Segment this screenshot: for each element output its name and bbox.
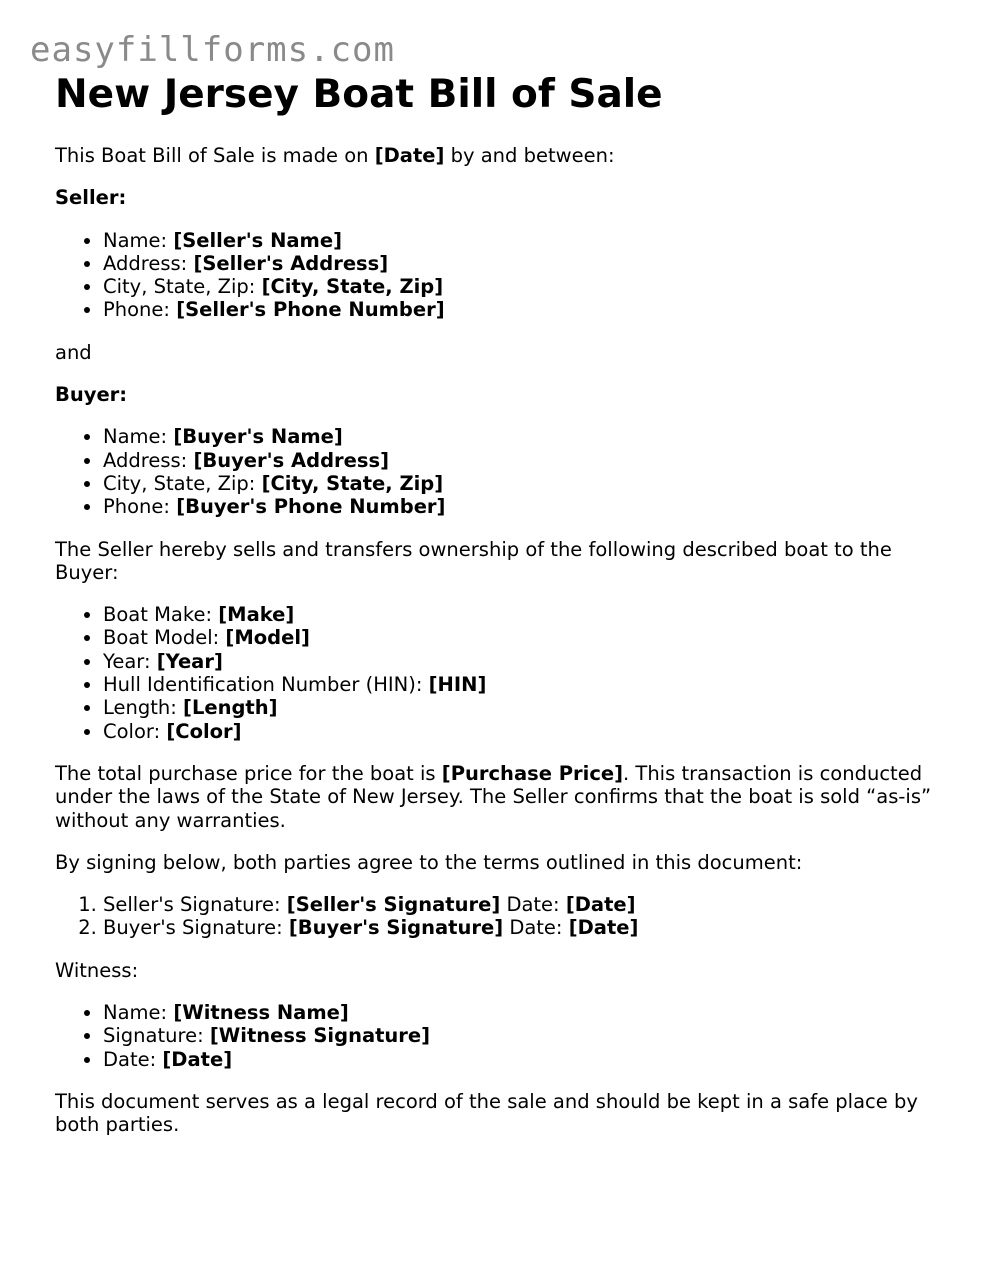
date-label: Date: <box>503 916 569 940</box>
item-label: Date: <box>103 1047 163 1071</box>
item-label: Hull Identification Number (HIN): <box>103 673 429 697</box>
document-title: New Jersey Boat Bill of Sale <box>55 72 663 117</box>
buyer-list <box>55 425 945 518</box>
seller-name-item <box>103 229 945 252</box>
boat-model-item <box>103 626 945 649</box>
date-label: Date: <box>500 893 566 917</box>
price-text: The total purchase price for the boat is <box>55 761 442 785</box>
date-field: [Date] <box>565 893 636 917</box>
buyer-heading-text: Buyer: <box>55 383 128 407</box>
intro-text: This Boat Bill of Sale is made on <box>55 144 375 167</box>
intro-paragraph <box>55 144 945 167</box>
item-label: Color: <box>103 719 167 743</box>
signature-field: [Buyer's Signature] <box>288 916 504 940</box>
item-label: Name: <box>103 425 174 449</box>
seller-list <box>55 229 945 322</box>
seller-heading <box>55 186 945 209</box>
intro-text-end: by and between: <box>444 144 615 167</box>
agree-paragraph: By signing below, both parties agree to the terms outlined in this document: <box>55 850 803 874</box>
signature-field: [Seller's Signature] <box>286 893 501 917</box>
item-field: [City, State, Zip] <box>261 471 444 495</box>
seller-city-item <box>103 275 945 298</box>
item-label: Name: <box>103 1001 174 1025</box>
seller-heading-text: Seller: <box>55 186 127 210</box>
item-field: [Witness Signature] <box>209 1024 431 1048</box>
date-field: [Date] <box>568 916 639 940</box>
item-field: [Seller's Address] <box>193 251 389 275</box>
item-label: Seller's Signature: <box>103 893 287 917</box>
witness-name-item <box>103 1001 945 1024</box>
buyer-signature-item <box>103 916 945 939</box>
item-label: Name: <box>103 228 174 252</box>
item-label: Year: <box>103 649 157 673</box>
watermark: easyfillforms.com <box>30 30 395 70</box>
seller-address-item <box>103 252 945 275</box>
item-label: Phone: <box>103 495 177 519</box>
boat-year-item <box>103 650 945 673</box>
witness-signature-item <box>103 1024 945 1047</box>
item-field: [Seller's Name] <box>173 228 343 252</box>
item-label: Signature: <box>103 1024 210 1048</box>
item-field: [Witness Name] <box>173 1001 349 1025</box>
item-field: [Seller's Phone Number] <box>176 298 445 322</box>
item-field: [Length] <box>183 696 278 720</box>
item-field: [Buyer's Name] <box>173 425 343 449</box>
seller-signature-item <box>103 893 945 916</box>
date-field: [Date] <box>374 144 445 167</box>
document <box>55 72 945 1137</box>
item-field: [City, State, Zip] <box>261 275 444 299</box>
item-label: Buyer's Signature: <box>103 916 289 940</box>
and-text: and <box>55 340 92 364</box>
item-label: City, State, Zip: <box>103 471 262 495</box>
item-field: [Buyer's Address] <box>193 448 389 472</box>
item-label: City, State, Zip: <box>103 275 262 299</box>
buyer-address-item <box>103 449 945 472</box>
buyer-phone-item <box>103 495 945 518</box>
item-field: [Date] <box>162 1047 233 1071</box>
item-field: [Year] <box>156 649 223 673</box>
purchase-price-field: [Purchase Price] <box>441 761 624 785</box>
item-field: [Make] <box>218 603 295 627</box>
witness-heading: Witness: <box>55 958 139 982</box>
item-label: Boat Model: <box>103 626 226 650</box>
item-label: Address: <box>103 251 194 275</box>
buyer-heading <box>55 383 945 406</box>
seller-phone-item <box>103 298 945 321</box>
item-field: [Model] <box>225 626 310 650</box>
item-field: [Color] <box>166 719 242 743</box>
item-label: Address: <box>103 448 194 472</box>
boat-color-item <box>103 720 945 743</box>
buyer-name-item <box>103 425 945 448</box>
witness-date-item <box>103 1048 945 1071</box>
signature-list <box>55 893 945 940</box>
transfer-paragraph: The Seller hereby sells and transfers ownership of the following described boat to the Buyer: <box>55 537 892 584</box>
boat-make-item <box>103 603 945 626</box>
price-paragraph <box>55 762 945 832</box>
item-label: Boat Make: <box>103 603 219 627</box>
boat-length-item <box>103 696 945 719</box>
witness-list <box>55 1001 945 1071</box>
item-field: [HIN] <box>428 673 487 697</box>
item-label: Length: <box>103 696 184 720</box>
boat-list <box>55 603 945 743</box>
price-text-end: . This transaction is conducted under the laws of the State of New Jersey. The Seller confirms that the boat is sold “as-is” without any warranties. <box>55 761 932 832</box>
boat-hin-item <box>103 673 945 696</box>
closing-paragraph: This document serves as a legal record of the sale and should be kept in a safe place by both parties. <box>55 1089 918 1137</box>
buyer-city-item <box>103 472 945 495</box>
item-field: [Buyer's Phone Number] <box>176 495 446 519</box>
item-label: Phone: <box>103 298 177 322</box>
